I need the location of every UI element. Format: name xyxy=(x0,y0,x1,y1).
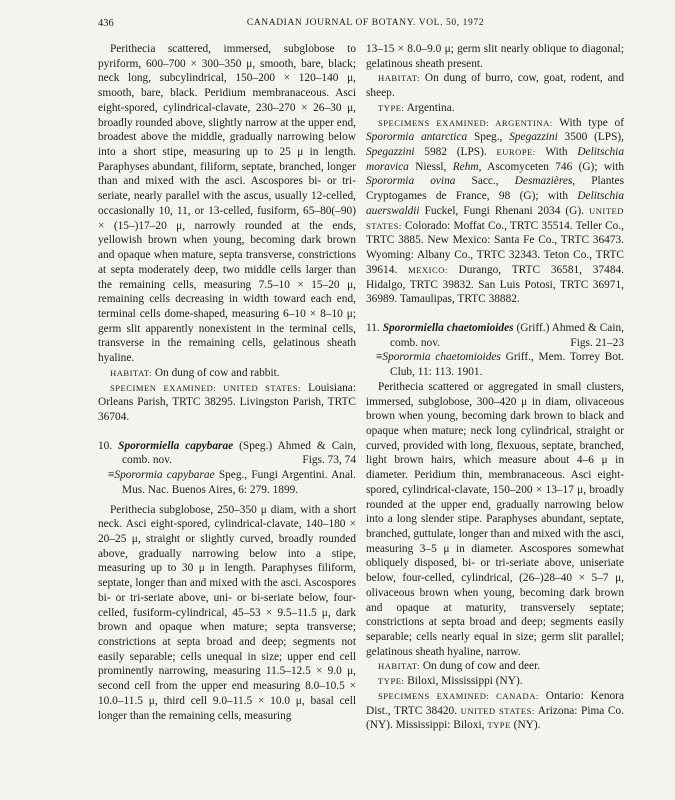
description-paragraph: Perithecia scattered, immersed, subglobose to pyriform, 600–700 × 300–350 μ, smooth, bare, black; neck long, subcylindrical, 150–200 × 120–140 μ, smooth, bare, black. Peridium membranaceous. Asci eight-spored, cylindrical-clavate, 230–270 × 26–30 μ, broadly rounded above, slightly narrow at the upper end, broadest above the middle, gradually narrowing below into a short stipe, measuring up to 25 μ in length. Paraphyses abundant, filiform, septate, branched, longer than and mixed with the asci. Ascospores bi- or tri-seriate, nearly parallel with the ascus, usually 12-celled, occasionally 10, 11, or 13-celled, fusiform, 65–80(–90) × (15–)17–20 μ, narrowly rounded at the ends, yellowish brown when young, becoming dark brown and opaque when mature, septa transverse, constrictions at septa moderately deep, two middle cells larger than the remaining cells, measuring 7.5–10 × 15–20 μ, remaining cells decreasing in width toward each end, terminal cells dome-shaped, measuring 6–10 × 8–10 μ; germ slit apparently nonexistent in the terminal cells, transverse in the remaining cells, gelatinous sheath hyaline. xyxy=(98,43,356,365)
specimens-text: With xyxy=(535,146,578,159)
page-header xyxy=(98,18,633,32)
habitat-label: HABITAT: xyxy=(378,73,421,84)
taxon-name: Delitschia auerswaldii xyxy=(366,190,624,217)
region-label: UNITED STATES: xyxy=(460,705,535,716)
running-head: CANADIAN JOURNAL OF BOTANY. VOL. 50, 1972 xyxy=(246,18,485,28)
region-label: MEXICO: xyxy=(408,264,448,275)
page-number: 436 xyxy=(98,18,114,29)
specimens-text: 3500 (LPS), xyxy=(557,131,625,144)
species-name: Sporormiella capybarae xyxy=(118,439,234,452)
type-line xyxy=(366,101,624,116)
specimens-text: Durango, TRTC 36581, 37484. Hidalgo, TRTC 39832. San Luis Potosi, TRTC 36971, 36989. Tamaulipas, TRTC 38882. xyxy=(366,263,625,306)
specimens-text: (NY). xyxy=(510,719,541,732)
specimen-text: Louisiana: Orleans Parish, TRTC 38295. Livingston Parish, TRTC 36704. xyxy=(98,381,356,423)
habitat-line xyxy=(98,366,356,381)
species-number: 11. xyxy=(366,321,383,334)
description-continuation: 13–15 × 8.0–9.0 μ; germ slit nearly oblique to diagonal; gelatinous sheath present. xyxy=(366,43,624,70)
specimens-text: Colorado: Moffat Co., TRTC 35514. Teller Co., TRTC 3885. New Mexico: Santa Fe Co., TRTC 36473. Wyoming: Albany Co., TRTC 32343. Teton Co., TRTC 39614. xyxy=(366,219,624,276)
region-label: EUROPE: xyxy=(496,147,536,158)
specimens-label: SPECIMENS EXAMINED: ARGENTINA: xyxy=(378,117,553,128)
specimen-line xyxy=(98,381,356,425)
habitat-line xyxy=(366,659,624,674)
specimens-text: Ontario: Kenora Dist., TRTC 38420. xyxy=(366,689,624,717)
habitat-text: On dung of cow and deer. xyxy=(420,660,541,673)
specimens-text: Sacc., xyxy=(455,175,515,188)
section-spacer xyxy=(366,307,624,321)
collector-name: Desmazières xyxy=(514,175,573,188)
synonym-line xyxy=(98,468,356,497)
species-author: (Speg.) Ahmed & Cain, comb. nov. xyxy=(122,439,356,467)
type-marker: TYPE xyxy=(487,720,511,731)
specimens-text: , Plantes Cryptogames de France, 98 (G); with xyxy=(366,175,624,203)
specimens-paragraph xyxy=(366,689,624,733)
figure-reference: Figs. 73, 74 xyxy=(302,454,356,467)
region-label: UNITED STATES: xyxy=(366,205,624,231)
synonym-reference: Griff., Mem. Torrey Bot. Club, 11: 113. 1901. xyxy=(390,351,625,379)
description-paragraph: Perithecia scattered or aggregated in small clusters, immersed, subglobose, 300–420 μ in diam, olivaceous brown when young, becoming dark brown to black and opaque when mature; neck long cylindrical, straight or curved, provided with long, flexuous, septate, branched, light brown hairs, which measure about 4–6 μ in diameter. Peridium thin, membranaceous. Asci eight-spored, cylindrical-clavate, 150–200 × 13–17 μ, broadly rounded at the upper end, gradually narrowing below into a long slender stipe. Paraphyses abundant, septate, branched, guttulate, longer than and mixed with the asci, measuring 3–5 μ in diameter. Ascospores somewhat obliquely disposed, bi- or tri-seriate above, uniseriate below, four-celled, cylindrical, (26–)28–40 × 5–7 μ, olivaceous brown when young, becoming dark brown and opaque at maturity, transversely septate; constrictions at septa broad and deep; segments easily separable; cells nearly equal in size; germ slit parallel; gelatinous sheath hyaline, narrow. xyxy=(366,380,624,658)
type-text: Biloxi, Mississippi (NY). xyxy=(404,675,523,688)
synonym-name: Sporormia capybarae xyxy=(114,469,215,482)
taxon-name: Delitschia moravica xyxy=(366,146,624,173)
specimen-label: SPECIMEN EXAMINED: UNITED STATES: xyxy=(110,382,301,393)
specimens-text: With type of xyxy=(552,116,625,129)
specimens-label: SPECIMENS EXAMINED: CANADA: xyxy=(378,690,539,701)
figure-reference: Figs. 21–23 xyxy=(570,336,624,349)
description-paragraph: Perithecia subglobose, 250–350 μ diam, with a short neck. Asci eight-spored, cylindrical-clavate, 140–180 × 20–25 μ, straight or slightly curved, broadly rounded above, gradually narrowing below into a stipe, measuring up to 30 μ in length. Paraphyses filiform, septate, longer than and mixed with the asci. Ascospores bi- or tri-seriate above, uni- or bi-seriate below, four-celled, fusiform-cylindrical, 45–53 × 9.5–11.5 μ, dark brown and opaque when mature; septa transverse; constrictions at septa broad and deep; segments not easily separable; cells unequal in size; upper end cell prominently narrowing, measuring 11.5–12.5 × 9.0 μ, second cell from the upper end measuring 8.0–10.5 × 10.0–11.5 μ, third cell 9.0–11.5 × 10.0 μ, basal cell longer than the remaining cells, measuring xyxy=(98,503,356,722)
synonym-name: Sporormia chaetomioides xyxy=(382,351,501,364)
specimens-text: Fuckel, Fungi Rhenani 2034 (G). xyxy=(419,204,590,217)
synonym-reference: Speg., Fungi Argentini. Anal. Mus. Nac. Buenos Aires, 6: 279. 1899. xyxy=(122,469,357,496)
species-author: (Griff.) Ahmed & Cain, comb. nov. xyxy=(390,321,624,349)
specimens-paragraph xyxy=(366,116,624,307)
taxon-name: Sporormia ovina xyxy=(366,175,456,188)
specimens-text: Arizona: Pima Co. (NY). Mississippi: Biloxi, xyxy=(366,704,624,732)
section-spacer xyxy=(98,425,356,439)
species-number: 10. xyxy=(98,439,119,452)
type-label: TYPE: xyxy=(378,676,405,687)
habitat-text: On dung of burro, cow, goat, rodent, and sheep. xyxy=(366,72,624,100)
right-column xyxy=(366,42,624,733)
synonym-symbol: ≡ xyxy=(108,469,115,482)
habitat-label: HABITAT: xyxy=(110,367,153,378)
species-heading xyxy=(98,439,356,468)
specimens-text: Niessl, xyxy=(408,160,453,173)
type-text: Argentina. xyxy=(404,101,455,114)
collector-name: Spegazzini xyxy=(366,146,415,159)
habitat-label: HABITAT: xyxy=(378,661,421,672)
specimens-text: Speg., xyxy=(467,131,510,144)
synonym-line xyxy=(366,350,624,379)
left-column xyxy=(98,42,356,723)
specimens-text: , Ascomyceten 746 (G); with xyxy=(478,160,625,173)
type-label: TYPE: xyxy=(378,102,405,113)
taxon-name: Sporormia antarctica xyxy=(366,131,468,144)
collector-name: Rehm xyxy=(452,160,479,173)
specimens-text: 5982 (LPS). xyxy=(414,146,497,159)
species-heading xyxy=(366,321,624,350)
type-line xyxy=(366,674,624,689)
synonym-symbol: ≡ xyxy=(376,351,383,364)
species-name: Sporormiella chaetomioides xyxy=(382,321,514,334)
habitat-text: On dung of cow and rabbit. xyxy=(152,366,280,379)
collector-name: Spegazzini xyxy=(509,131,558,144)
habitat-line xyxy=(366,71,624,100)
